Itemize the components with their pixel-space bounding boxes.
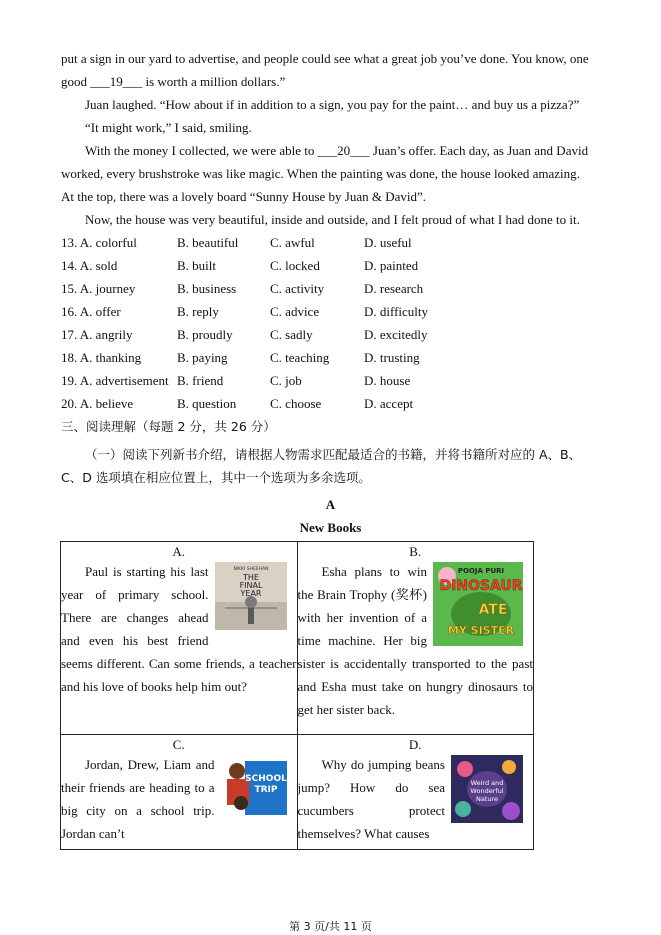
cover-title: MY SISTER	[447, 624, 515, 637]
book-cell-c	[61, 735, 298, 850]
option-d: D. useful	[364, 235, 412, 250]
book-cover-dinosaur	[433, 562, 523, 646]
option-c: C. choose	[270, 396, 322, 411]
section-heading: 三、阅读理解（每题 2 分，共 26 分）	[61, 419, 276, 434]
cover-title: SCHOOL	[244, 774, 287, 784]
cover-title: ATE	[478, 602, 508, 618]
book-description: NIKKI SHEEHAN THE FINAL YEAR Paul is starting his last year of primary school. There are changes ahead and even his best friend seems different. Can some friends, a teacher and his love of books help him out?	[61, 564, 297, 694]
option-a: 15. A. journey	[61, 281, 136, 296]
option-c: C. locked	[270, 258, 320, 273]
book-cell-b	[297, 542, 534, 735]
option-d: D. difficulty	[364, 304, 429, 319]
option-b: B. beautiful	[177, 235, 239, 250]
option-a: 17. A. angrily	[61, 327, 133, 342]
option-b: B. built	[177, 258, 217, 273]
option-c: C. teaching	[270, 350, 330, 365]
option-a: 20. A. believe	[61, 396, 134, 411]
book-label: C.	[172, 737, 185, 752]
cover-title: DINOSAUR	[439, 578, 523, 594]
book-label: B.	[409, 544, 422, 559]
book-description: Weird and Wonderful Nature Why do jumping beans jump? How do sea cucumbers protect themselves? What causes	[298, 753, 534, 845]
option-b: B. friend	[177, 373, 224, 388]
passage-line: Now, the house was very beautiful, inside and outside, and I felt proud of what I had done to it.	[85, 212, 580, 227]
instructions-line: （一）阅读下列新书介绍，请根据人物需求匹配最适合的书籍，并将书籍所对应的 A、B、	[85, 447, 582, 462]
option-c: C. advice	[270, 304, 320, 319]
passage-line: Juan laughed. “How about if in addition to a sign, you pay for the paint… and buy us a pizza?”	[85, 97, 580, 112]
cover-title: YEAR	[240, 589, 261, 598]
option-c: C. activity	[270, 281, 325, 296]
cover-author: POOJA PURI	[457, 567, 505, 575]
books-table	[60, 541, 534, 850]
option-a: 19. A. advertisement	[61, 373, 169, 388]
passage-line: worked, every brushstroke was like magic. When the painting was done, the house looked amazing.	[61, 166, 580, 181]
book-cover-final-year	[215, 562, 287, 630]
book-cover-school-trip	[221, 755, 287, 819]
passage-line: With the money I collected, we were able to ___20___ Juan’s offer. Each day, as Juan and David	[85, 143, 589, 158]
option-b: B. question	[177, 396, 237, 411]
option-b: B. reply	[177, 304, 219, 319]
option-d: D. research	[364, 281, 424, 296]
instructions-line: C、D 选项填在相应位置上，其中一个选项为多余选项。	[61, 470, 371, 485]
option-c: C. sadly	[270, 327, 313, 342]
cover-title: TRIP	[253, 785, 278, 795]
option-a: 14. A. sold	[61, 258, 118, 273]
book-description: POOJA PURI DINOSAUR ATE MY SISTER Esha plans to win the Brain Trophy (奖杯) with her invention of a time machine. Her big sister is accidentally transported to the past and Esha must take on hungry dinosaurs to get her sister back.	[297, 564, 533, 717]
cover-author: NIKKI SHEEHAN	[232, 567, 269, 572]
passage-line: “It might work,” I said, smiling.	[85, 120, 252, 135]
option-b: B. business	[177, 281, 237, 296]
option-c: C. job	[270, 373, 302, 388]
option-c: C. awful	[270, 235, 315, 250]
option-b: B. paying	[177, 350, 228, 365]
option-b: B. proudly	[177, 327, 233, 342]
option-a: 16. A. offer	[61, 304, 121, 319]
cover-title: Wonderful	[470, 787, 504, 795]
option-d: D. excitedly	[364, 327, 428, 342]
book-label: D.	[408, 737, 422, 752]
table-title: New Books	[299, 520, 362, 535]
page-footer: 第 3 页/共 11 页	[289, 920, 372, 933]
part-label: A	[325, 497, 336, 512]
passage-line: put a sign in our yard to advertise, and people could see what a great job you’ve done. You know, one	[61, 51, 589, 66]
passage-line: At the top, there was a lovely board “Sunny House by Juan & David”.	[61, 189, 427, 204]
cover-title: Nature	[475, 795, 499, 803]
option-d: D. house	[364, 373, 411, 388]
cover-title: FINAL	[239, 581, 262, 590]
book-label: A.	[172, 544, 186, 559]
option-a: 18. A. thanking	[61, 350, 142, 365]
book-description: SCHOOL TRIP Jordan, Drew, Liam and their friends are heading to a big city on a school trip. Jordan can’t	[61, 757, 287, 841]
cover-title: THE	[242, 573, 259, 582]
option-d: D. trusting	[364, 350, 420, 365]
option-d: D. accept	[364, 396, 414, 411]
option-d: D. painted	[364, 258, 419, 273]
option-a: 13. A. colorful	[61, 235, 137, 250]
book-cell-a	[61, 542, 298, 735]
cover-title: Weird and	[470, 779, 504, 787]
book-cover-weird-nature	[451, 755, 523, 823]
passage-line: good ___19___ is worth a million dollars.”	[61, 74, 286, 89]
book-cell-d	[297, 735, 534, 850]
